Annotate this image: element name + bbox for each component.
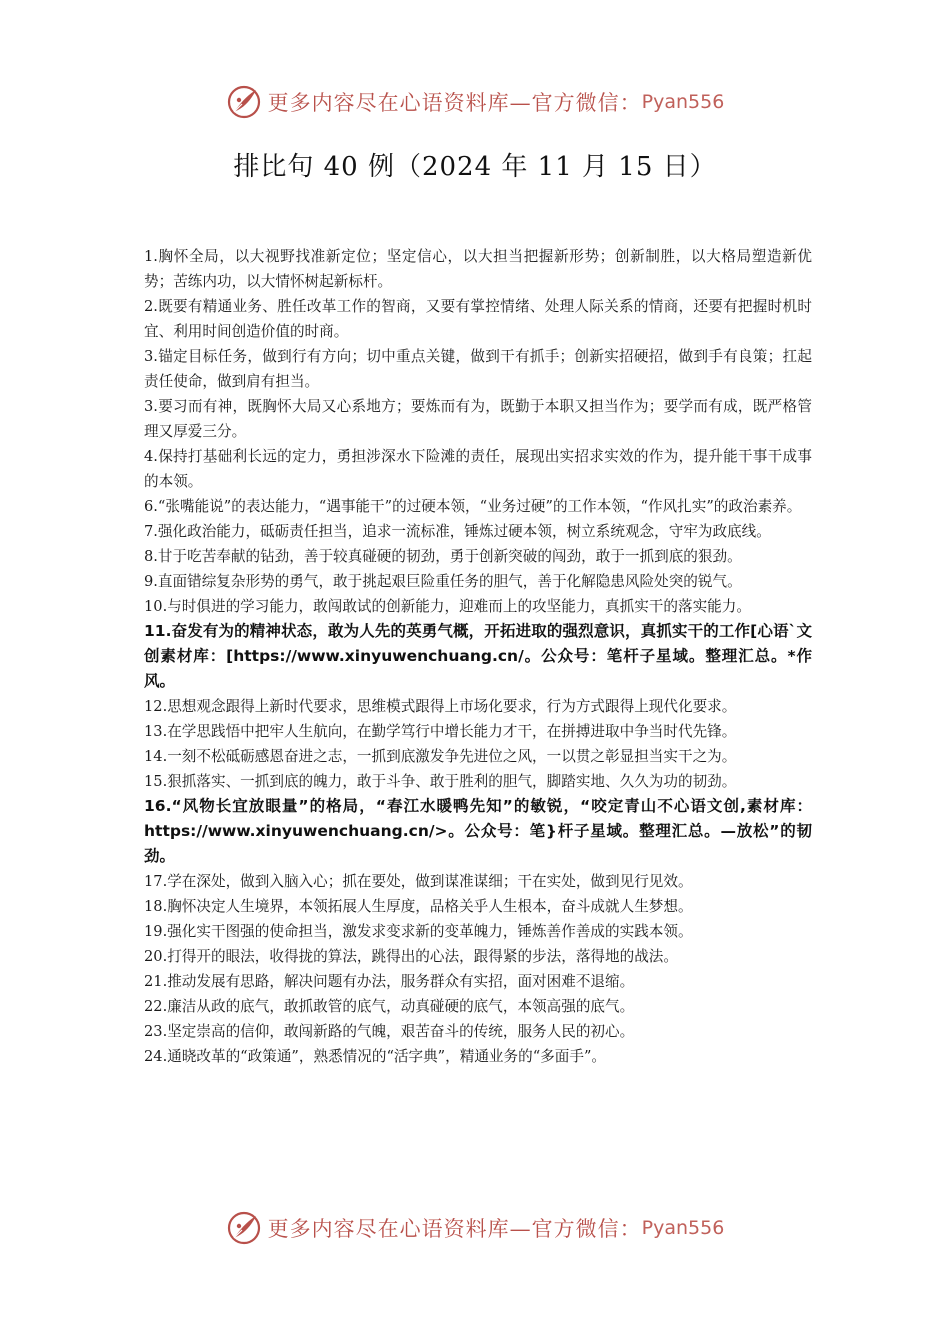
- list-item: 1.胸怀全局，以大视野找准新定位；坚定信心，以大担当把握新形势；创新制胜，以大格局塑造新优势；苦练内功，以大情怀树起新标杆。: [144, 248, 812, 290]
- page-title: 排比句 40 例（2024 年 11 月 15 日）: [233, 152, 717, 182]
- banner-text: 更多内容尽在心语资料库—官方微信：: [267, 1217, 642, 1241]
- list-item: 17.学在深处，做到入脑入心；抓在要处，做到谋准谋细；干在实处，做到见行见效。: [144, 873, 693, 890]
- list-item: 22.廉洁从政的底气，敢抓敢管的底气，动真碰硬的底气，本领高强的底气。: [144, 998, 635, 1015]
- list-item: 8.甘于吃苦奉献的钻劲，善于较真碰硬的韧劲，勇于创新突破的闯劲，敢于一抓到底的狠劲。: [144, 548, 742, 565]
- wechat-id: Pyan556: [641, 91, 725, 113]
- quill-logo-icon: [226, 84, 262, 120]
- list-item: 15.狠抓落实、一抓到底的魄力，敢于斗争、敢于胜利的胆气，脚踏实地、久久为功的韧劲。: [144, 773, 737, 790]
- list-item: 24.通晓改革的“政策通”，熟悉情况的“活字典”，精通业务的“多面手”。: [144, 1048, 607, 1065]
- sentence-list: [144, 244, 812, 1069]
- list-item: 21.推动发展有思路，解决问题有办法，服务群众有实招，面对困难不退缩。: [144, 973, 635, 990]
- banner-text: 更多内容尽在心语资料库—官方微信：: [267, 91, 642, 115]
- list-item: 3.要习而有神，既胸怀大局又心系地方；要炼而有为，既勤于本职又担当作为；要学而有成，既严格管理又厚爱三分。: [144, 398, 812, 440]
- quill-logo-icon: [226, 1210, 262, 1246]
- list-item: 4.保持打基础利长远的定力，勇担涉深水下险滩的责任，展现出实招求实效的作为，提升能干事干成事的本领。: [144, 448, 812, 490]
- list-item: 9.直面错综复杂形势的勇气，敢于挑起艰巨险重任务的胆气，善于化解隐患风险处突的锐气。: [144, 573, 742, 590]
- list-item: 3.锚定目标任务，做到行有方向；切中重点关键，做到干有抓手；创新实招硬招，做到手有良策；扛起责任使命，做到肩有担当。: [144, 348, 812, 390]
- footer-banner: [0, 1208, 950, 1248]
- list-item: 14.一刻不松砥砺感恩奋进之志，一抓到底激发争先进位之风，一以贯之彰显担当实干之为。: [144, 748, 737, 765]
- list-item: 7.强化政治能力，砥砺责任担当，追求一流标准，锤炼过硬本领，树立系统观念，守牢为政底线。: [144, 523, 771, 540]
- list-item: 13.在学思践悟中把牢人生航向，在勤学笃行中增长能力才干，在拼搏进取中争当时代先锋。: [144, 723, 737, 740]
- list-item: 18.胸怀决定人生境界，本领拓展人生厚度，品格关乎人生根本，奋斗成就人生梦想。: [144, 898, 693, 915]
- list-item: 2.既要有精通业务、胜任改革工作的智商，又要有掌控情绪、处理人际关系的情商，还要有把握时机时宜、利用时间创造价值的时商。: [144, 298, 812, 340]
- header-banner: [0, 82, 950, 122]
- list-item: 11.奋发有为的精神状态，敢为人先的英勇气概，开拓进取的强烈意识，真抓实干的工作[心语`文创素材库：[https://www.xinyuwenchuang.cn/。公众号：笔杆子星域。整理汇总。*作风。: [144, 622, 812, 690]
- list-item: 23.坚定崇高的信仰，敢闯新路的气魄，艰苦奋斗的传统，服务人民的初心。: [144, 1023, 635, 1040]
- list-item: 19.强化实干图强的使命担当，激发求变求新的变革魄力，锤炼善作善成的实践本领。: [144, 923, 693, 940]
- list-item: 20.打得开的眼法，收得拢的算法，跳得出的心法，跟得紧的步法，落得地的战法。: [144, 948, 678, 965]
- list-item: 12.思想观念跟得上新时代要求，思维模式跟得上市场化要求，行为方式跟得上现代化要求。: [144, 698, 737, 715]
- list-item: 10.与时俱进的学习能力，敢闯敢试的创新能力，迎难而上的攻坚能力，真抓实干的落实能力。: [144, 598, 751, 615]
- list-item: 6.“张嘴能说”的表达能力，“遇事能干”的过硬本领，“业务过硬”的工作本领，“作风扎实”的政治素养。: [144, 498, 802, 515]
- wechat-id: Pyan556: [641, 1217, 725, 1239]
- list-item: 16.“风物长宜放眼量”的格局，“春江水暖鸭先知”的敏锐，“咬定青山不心语文创,素材库：https://www.xinyuwenchuang.cn/>。公众号：笔}杆子星域。整理汇总。—放松”的韧劲。: [144, 797, 812, 865]
